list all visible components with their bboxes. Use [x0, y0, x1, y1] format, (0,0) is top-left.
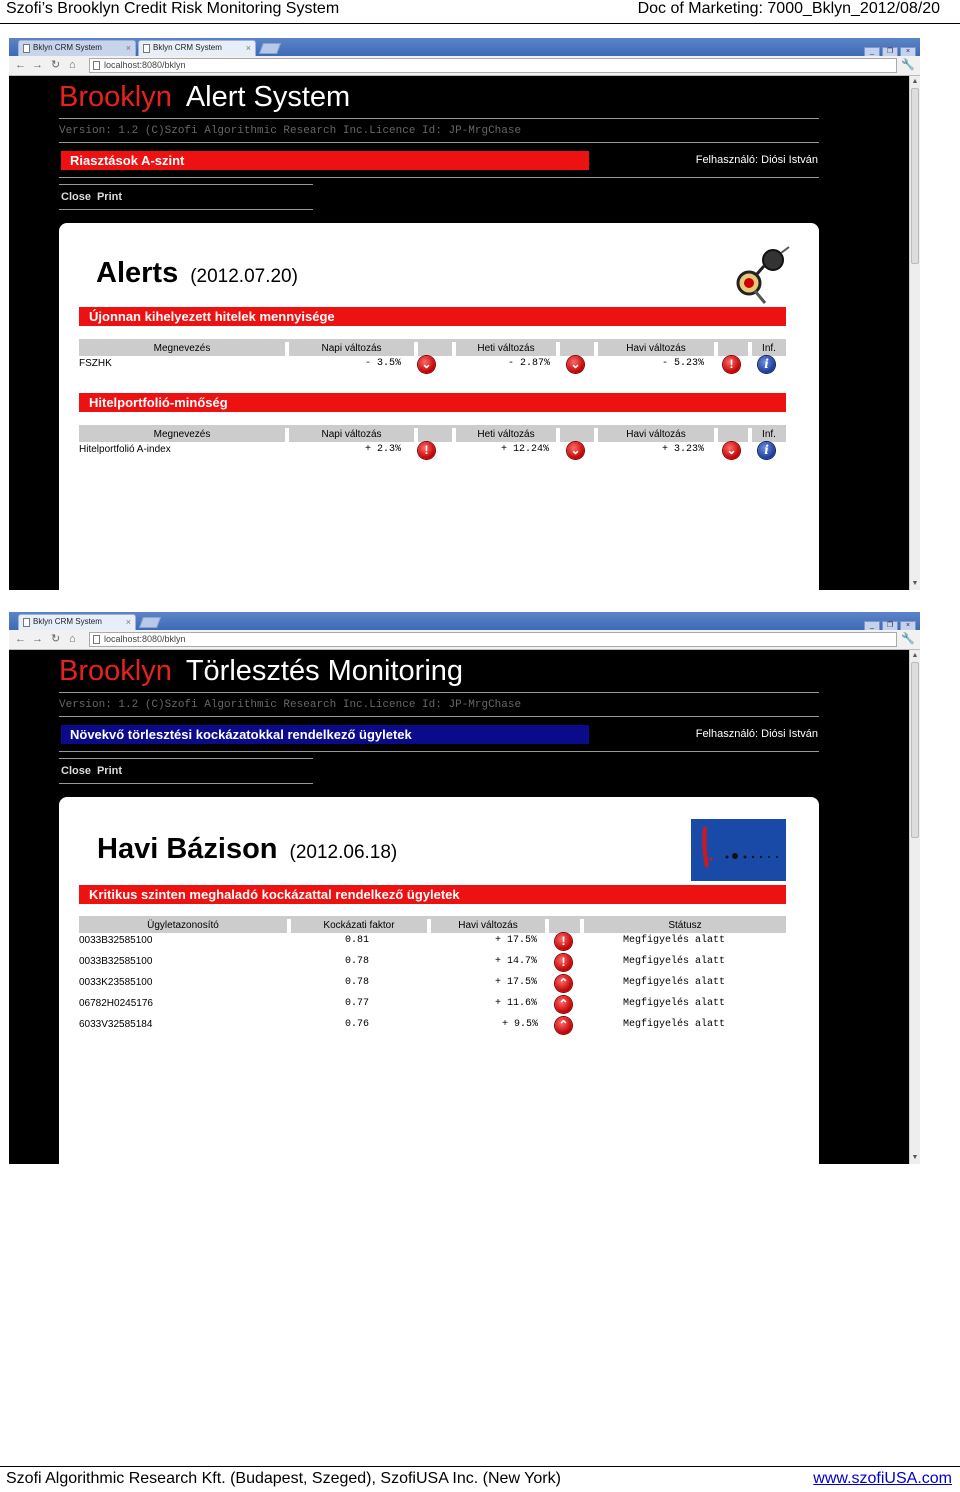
deal-id: 0033K23585100: [79, 977, 153, 988]
forward-arrow-icon[interactable]: →: [32, 59, 43, 71]
risk-factor: 0.78: [345, 956, 370, 967]
divider: [59, 142, 819, 143]
panel-heading: Havi Bázison: [97, 833, 278, 865]
document-header: [0, 0, 960, 24]
divider: [59, 716, 819, 717]
row-name: Hitelportfolió A-index: [79, 444, 171, 455]
status-text: Megfigyelés alatt: [623, 935, 726, 946]
screenshot-alert-system: [9, 38, 920, 590]
column-header: Napi változás: [289, 342, 414, 356]
reload-icon[interactable]: ↻: [51, 633, 61, 645]
app-menu: [61, 765, 128, 777]
status-text: Megfigyelés alatt: [623, 977, 726, 988]
daily-change: + 2.3%: [365, 444, 402, 455]
column-header: Napi változás: [289, 428, 414, 442]
page-icon: [143, 44, 150, 53]
screenshot-torlesztes-monitoring: [9, 612, 920, 1164]
table-row[interactable]: [79, 973, 786, 994]
decorative-painting-image: [691, 819, 786, 881]
tab-title: Bklyn CRM System: [153, 43, 222, 52]
critical-deals-table: [79, 916, 786, 1036]
address-bar[interactable]: [89, 58, 897, 73]
version-line: Version: 1.2 (C)Szofi Algorithmic Research Inc.Licence Id: JP-MrgChase: [59, 699, 522, 711]
section-bar-critical: Kritikus szinten meghaladó kockázattal rendelkező ügyletek: [79, 885, 786, 904]
print-button[interactable]: Print: [96, 765, 123, 777]
monthly-change: + 14.7%: [495, 956, 538, 967]
version-line: Version: 1.2 (C)Szofi Algorithmic Research Inc.Licence Id: JP-MrgChase: [59, 125, 522, 137]
url-text: localhost:8080/bklyn: [104, 60, 186, 70]
divider: [59, 751, 819, 752]
column-header: Heti változás: [456, 428, 556, 442]
app-title: [59, 80, 350, 114]
divider: [59, 118, 819, 119]
panel-title: [96, 256, 298, 294]
panel-title: [97, 832, 397, 870]
address-bar[interactable]: [89, 632, 897, 647]
tab-title: Bklyn CRM System: [33, 43, 102, 52]
magnifier-glasses-icon: [731, 243, 791, 305]
risk-factor: 0.77: [345, 998, 370, 1009]
scrollbar[interactable]: [909, 650, 920, 1164]
column-header: Megnevezés: [79, 342, 285, 356]
scroll-down-icon[interactable]: ▼: [911, 1154, 919, 1161]
minimize-icon[interactable]: _: [864, 621, 880, 631]
table-row[interactable]: [79, 931, 786, 952]
tab-close-icon[interactable]: ×: [125, 617, 131, 627]
divider: [59, 184, 313, 185]
maximize-icon[interactable]: ❐: [882, 47, 898, 57]
table-row[interactable]: [79, 1015, 786, 1036]
back-arrow-icon[interactable]: ←: [15, 633, 26, 645]
deal-id: 0033B32585100: [79, 956, 153, 967]
user-label: Felhasználó: Diósi István: [695, 154, 818, 166]
forward-arrow-icon[interactable]: →: [32, 633, 43, 645]
module-name: Törlesztés Monitoring: [185, 655, 464, 687]
page-icon: [93, 635, 100, 644]
home-icon[interactable]: ⌂: [69, 59, 76, 71]
column-header: Havi változás: [598, 428, 714, 442]
divider: [59, 783, 313, 784]
scroll-up-icon[interactable]: ▲: [911, 652, 919, 659]
minimize-icon[interactable]: _: [864, 47, 880, 57]
scroll-up-icon[interactable]: ▲: [911, 78, 919, 85]
tab-title: Bklyn CRM System: [33, 617, 102, 626]
daily-change: - 3.5%: [365, 358, 402, 369]
print-button[interactable]: Print: [96, 191, 123, 203]
maximize-icon[interactable]: ❐: [882, 621, 898, 631]
monthly-change: + 17.5%: [495, 935, 538, 946]
scroll-thumb[interactable]: [911, 88, 919, 264]
tab-close-icon[interactable]: ×: [125, 43, 131, 53]
status-text: Megfigyelés alatt: [623, 998, 726, 1009]
info-icon[interactable]: i: [758, 356, 775, 373]
scroll-down-icon[interactable]: ▼: [911, 580, 919, 587]
deal-id: 06782H0245176: [79, 998, 153, 1009]
wrench-icon[interactable]: 🔧: [901, 633, 915, 645]
column-header: Inf.: [752, 342, 786, 356]
risk-factor: 0.81: [345, 935, 370, 946]
alert-level-banner: Riasztások A-szint: [61, 151, 589, 170]
panel-heading: Alerts: [96, 257, 179, 289]
alerts-panel: [59, 223, 819, 590]
table-row[interactable]: [79, 994, 786, 1015]
row-name: FSZHK: [79, 358, 112, 369]
alert-icon[interactable]: !: [555, 954, 572, 971]
close-button[interactable]: Close: [61, 191, 91, 203]
up-arrow-icon[interactable]: ⌃: [555, 975, 572, 992]
scroll-thumb[interactable]: [911, 662, 919, 838]
table-header: [79, 425, 786, 440]
risk-factor: 0.78: [345, 977, 370, 988]
browser-tab-active[interactable]: [18, 614, 136, 630]
page-icon: [93, 61, 100, 70]
divider: [59, 177, 819, 178]
module-name: Alert System: [185, 81, 351, 113]
column-header: Havi változás: [431, 919, 545, 933]
deal-id: 6033V32585184: [79, 1019, 153, 1030]
page-icon: [23, 44, 30, 53]
tab-close-icon[interactable]: ×: [245, 43, 251, 53]
wrench-icon[interactable]: 🔧: [901, 59, 915, 71]
brand-name: Brooklyn: [59, 655, 172, 687]
down-arrow-icon[interactable]: ⌄: [567, 356, 584, 373]
user-label: Felhasználó: Diósi István: [695, 728, 818, 740]
back-arrow-icon[interactable]: ←: [15, 59, 26, 71]
divider: [59, 692, 819, 693]
section-bar-portfolio-quality: Hitelportfolió-minőség: [79, 393, 786, 412]
close-button[interactable]: Close: [61, 765, 91, 777]
monthly-change: + 11.6%: [495, 998, 538, 1009]
monthly-change: + 3.23%: [662, 444, 705, 455]
risk-banner: Növekvő törlesztési kockázatokkal rendelkező ügyletek: [61, 725, 589, 744]
close-window-icon[interactable]: ×: [900, 47, 916, 57]
weekly-change: - 2.87%: [508, 358, 551, 369]
divider: [59, 209, 313, 210]
down-arrow-icon[interactable]: ⌄: [567, 442, 584, 459]
weekly-change: + 12.24%: [501, 444, 550, 455]
brand-name: Brooklyn: [59, 81, 172, 113]
browser-tab[interactable]: [18, 40, 136, 56]
up-arrow-icon[interactable]: ⌃: [555, 996, 572, 1013]
page-icon: [23, 618, 30, 627]
url-text: localhost:8080/bklyn: [104, 634, 186, 644]
status-text: Megfigyelés alatt: [623, 1019, 726, 1030]
browser-tabbar: [9, 38, 920, 56]
column-header: Havi változás: [598, 342, 714, 356]
document-reference: Doc of Marketing: 7000_Bklyn_2012/08/20: [637, 0, 940, 17]
browser-tab-active[interactable]: [138, 40, 256, 56]
document-footer: [0, 1466, 960, 1492]
new-loans-table: [79, 339, 786, 375]
risk-factor: 0.76: [345, 1019, 370, 1030]
close-window-icon[interactable]: ×: [900, 621, 916, 631]
table-header: [79, 339, 786, 354]
section-bar-new-loans: Újonnan kihelyezett hitelek mennyisége: [79, 307, 786, 326]
browser-tabbar: [9, 612, 920, 630]
divider: [59, 758, 313, 759]
alert-icon[interactable]: !: [418, 442, 435, 459]
column-header: Heti változás: [456, 342, 556, 356]
panel-date: (2012.07.20): [190, 266, 298, 287]
column-header: Inf.: [752, 428, 786, 442]
monthly-change: + 9.5%: [502, 1019, 539, 1030]
browser-toolbar: [9, 56, 920, 76]
scrollbar[interactable]: [909, 76, 920, 590]
portfolio-quality-table: [79, 425, 786, 461]
monthly-change: + 17.5%: [495, 977, 538, 988]
column-header: Megnevezés: [79, 428, 285, 442]
monthly-panel: [59, 797, 819, 1164]
alert-icon[interactable]: !: [555, 933, 572, 950]
table-header: [79, 916, 786, 931]
column-header: Kockázati faktor: [291, 919, 427, 933]
home-icon[interactable]: ⌂: [69, 633, 76, 645]
monthly-change: - 5.23%: [662, 358, 705, 369]
info-icon[interactable]: i: [758, 442, 775, 459]
panel-date: (2012.06.18): [289, 842, 398, 863]
deal-id: 0033B32585100: [79, 935, 153, 946]
status-text: Megfigyelés alatt: [623, 956, 726, 967]
app-menu: [61, 191, 128, 203]
table-row[interactable]: [79, 952, 786, 973]
new-tab-button[interactable]: [139, 617, 161, 628]
app-title: [59, 654, 463, 688]
table-row[interactable]: [79, 440, 786, 461]
new-tab-button[interactable]: [259, 43, 281, 54]
company-line: Szofi Algorithmic Research Kft. (Budapest, Szeged), SzofiUSA Inc. (New York): [6, 1470, 561, 1487]
table-row[interactable]: [79, 354, 786, 375]
alert-icon[interactable]: !: [723, 356, 740, 373]
down-arrow-icon[interactable]: ⌄: [723, 442, 740, 459]
website-link[interactable]: www.szofiUSA.com: [813, 1470, 952, 1487]
document-title: Szofi’s Brooklyn Credit Risk Monitoring System: [6, 0, 340, 17]
column-header: Ügyletazonosító: [79, 919, 287, 933]
column-header: Státusz: [584, 919, 786, 933]
down-arrow-icon[interactable]: ⌄: [418, 356, 435, 373]
up-arrow-icon[interactable]: ⌃: [555, 1017, 572, 1034]
reload-icon[interactable]: ↻: [51, 59, 61, 71]
browser-toolbar: [9, 630, 920, 650]
